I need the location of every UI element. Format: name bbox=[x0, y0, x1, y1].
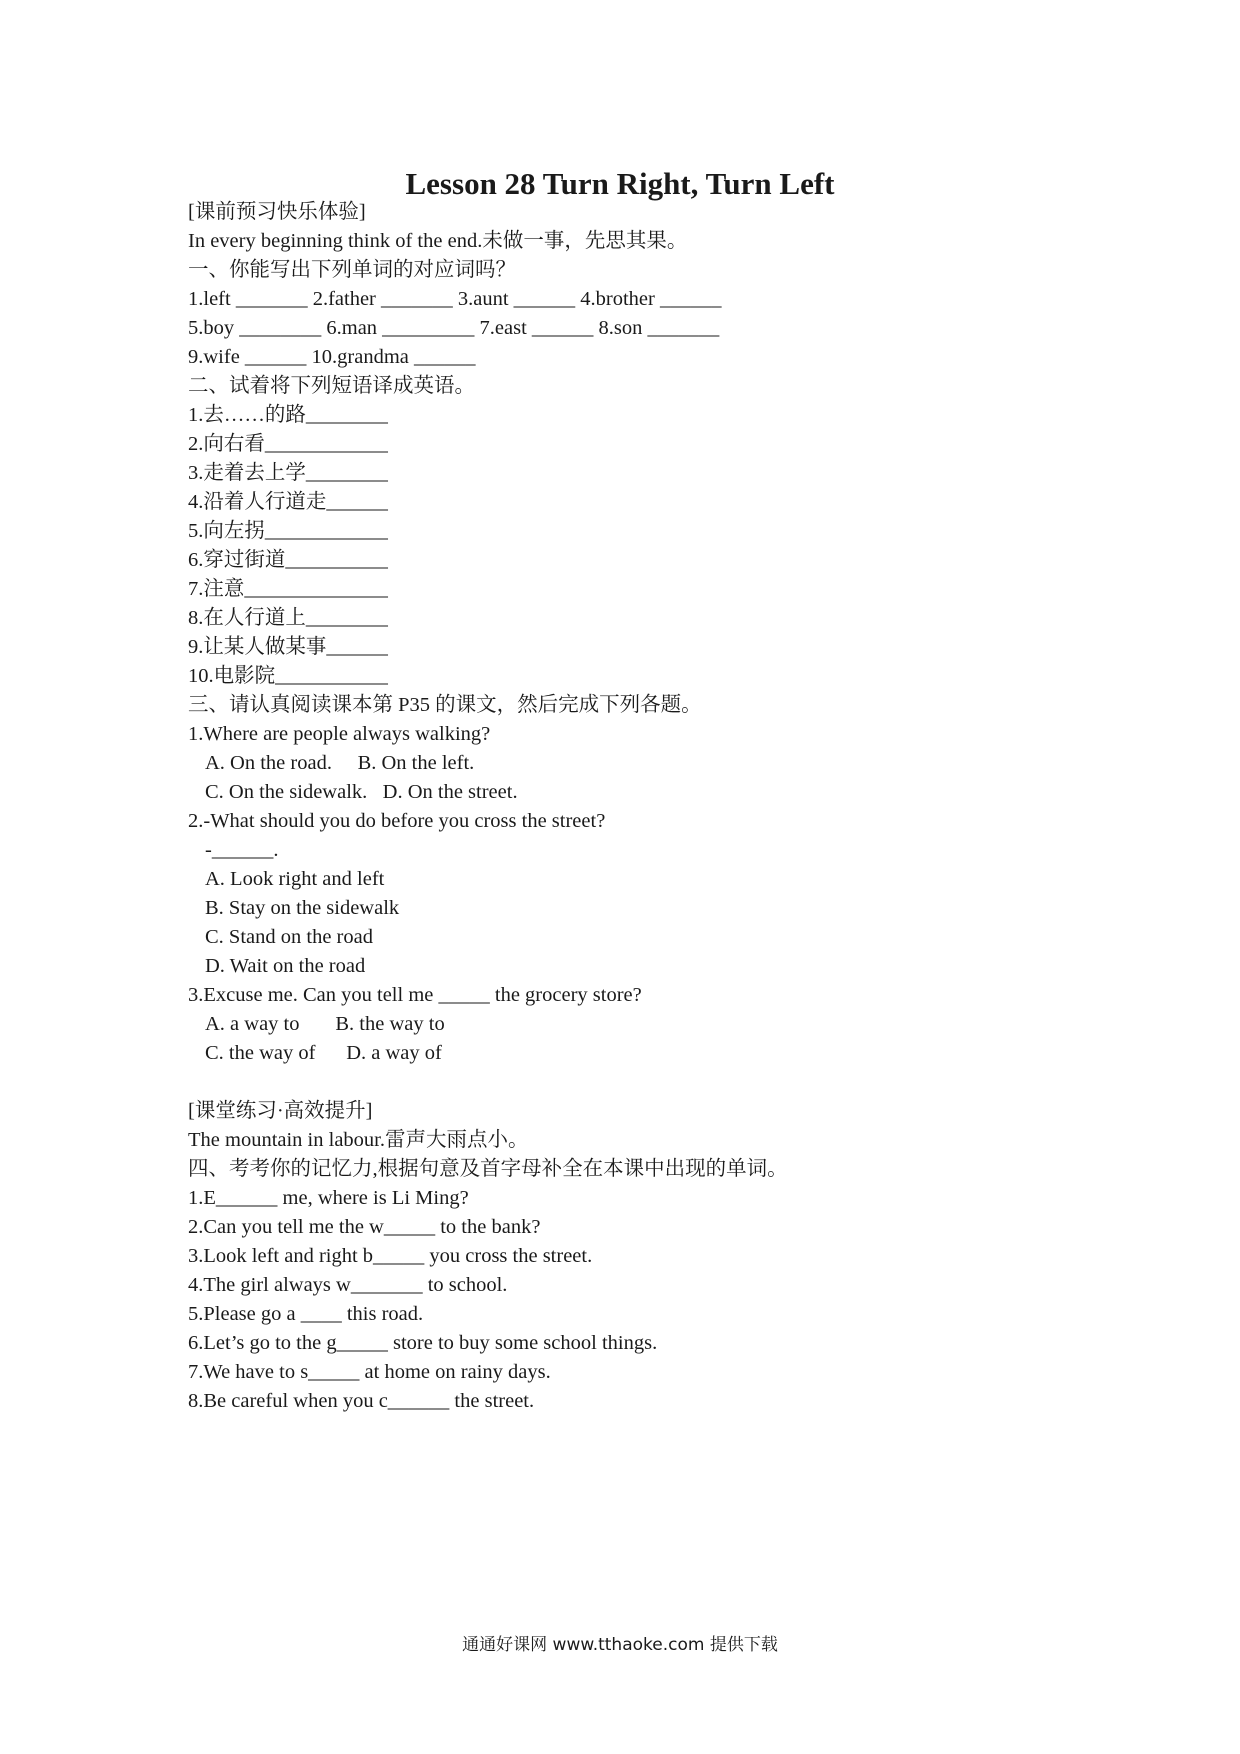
classwork-motto: The mountain in labour.雷声大雨点小。 bbox=[188, 1129, 529, 1151]
section4-heading: 四、考考你的记忆力,根据句意及首字母补全在本课中出现的单词。 bbox=[188, 1158, 788, 1180]
preview-header: [课前预习快乐体验] bbox=[188, 201, 366, 223]
question-3-options: C. the way of D. a way of bbox=[205, 1042, 442, 1064]
question-2-option: B. Stay on the sidewalk bbox=[205, 897, 400, 919]
section2-item: 8.在人行道上________ bbox=[188, 607, 388, 629]
footer-source: 通通好课网 www.tthaoke.com 提供下载 bbox=[462, 1635, 778, 1655]
question-2: 2.-What should you do before you cross the street? bbox=[188, 810, 606, 832]
section2-heading: 二、试着将下列短语译成英语。 bbox=[188, 375, 475, 397]
page-title: Lesson 28 Turn Right, Turn Left bbox=[405, 166, 835, 201]
question-2-option: A. Look right and left bbox=[205, 868, 385, 890]
question-2-answer-line: -______. bbox=[205, 839, 279, 861]
question-2-option: D. Wait on the road bbox=[205, 955, 366, 977]
section2-item: 7.注意______________ bbox=[188, 578, 388, 600]
question-3-options: A. a way to B. the way to bbox=[205, 1013, 445, 1035]
section4-item: 3.Look left and right b_____ you cross the street. bbox=[188, 1245, 593, 1267]
section4-item: 2.Can you tell me the w_____ to the bank? bbox=[188, 1216, 541, 1238]
section2-item: 3.走着去上学________ bbox=[188, 462, 388, 484]
section4-item: 8.Be careful when you c______ the street. bbox=[188, 1390, 535, 1412]
section2-item: 1.去……的路________ bbox=[188, 404, 388, 426]
section4-item: 1.E______ me, where is Li Ming? bbox=[188, 1187, 469, 1209]
section2-item: 2.向右看____________ bbox=[188, 433, 388, 455]
section4-item: 5.Please go a ____ this road. bbox=[188, 1303, 424, 1325]
section2-item: 6.穿过街道__________ bbox=[188, 549, 388, 571]
question-1-options: C. On the sidewalk. D. On the street. bbox=[205, 781, 518, 803]
preview-motto: In every beginning think of the end.未做一事，先思其果。 bbox=[188, 230, 688, 252]
section4-item: 4.The girl always w_______ to school. bbox=[188, 1274, 508, 1296]
section1-line: 9.wife ______ 10.grandma ______ bbox=[188, 346, 476, 368]
classwork-header: [课堂练习·高效提升] bbox=[188, 1100, 373, 1122]
section2-item: 10.电影院___________ bbox=[188, 665, 388, 687]
section1-line: 1.left _______ 2.father _______ 3.aunt ______ 4.brother ______ bbox=[188, 288, 722, 310]
section2-item: 9.让某人做某事______ bbox=[188, 636, 388, 658]
section4-item: 7.We have to s_____ at home on rainy days. bbox=[188, 1361, 551, 1383]
section2-item: 4.沿着人行道走______ bbox=[188, 491, 388, 513]
section3-heading: 三、请认真阅读课本第 P35 的课文，然后完成下列各题。 bbox=[188, 694, 702, 716]
section4-item: 6.Let’s go to the g_____ store to buy some school things. bbox=[188, 1332, 658, 1354]
question-1: 1.Where are people always walking? bbox=[188, 723, 491, 745]
section2-item: 5.向左拐____________ bbox=[188, 520, 388, 542]
section1-heading: 一、你能写出下列单词的对应词吗？ bbox=[188, 259, 516, 281]
question-3: 3.Excuse me. Can you tell me _____ the grocery store? bbox=[188, 984, 642, 1006]
question-1-options: A. On the road. B. On the left. bbox=[205, 752, 475, 774]
section1-line: 5.boy ________ 6.man _________ 7.east ______ 8.son _______ bbox=[188, 317, 720, 339]
question-2-option: C. Stand on the road bbox=[205, 926, 373, 948]
